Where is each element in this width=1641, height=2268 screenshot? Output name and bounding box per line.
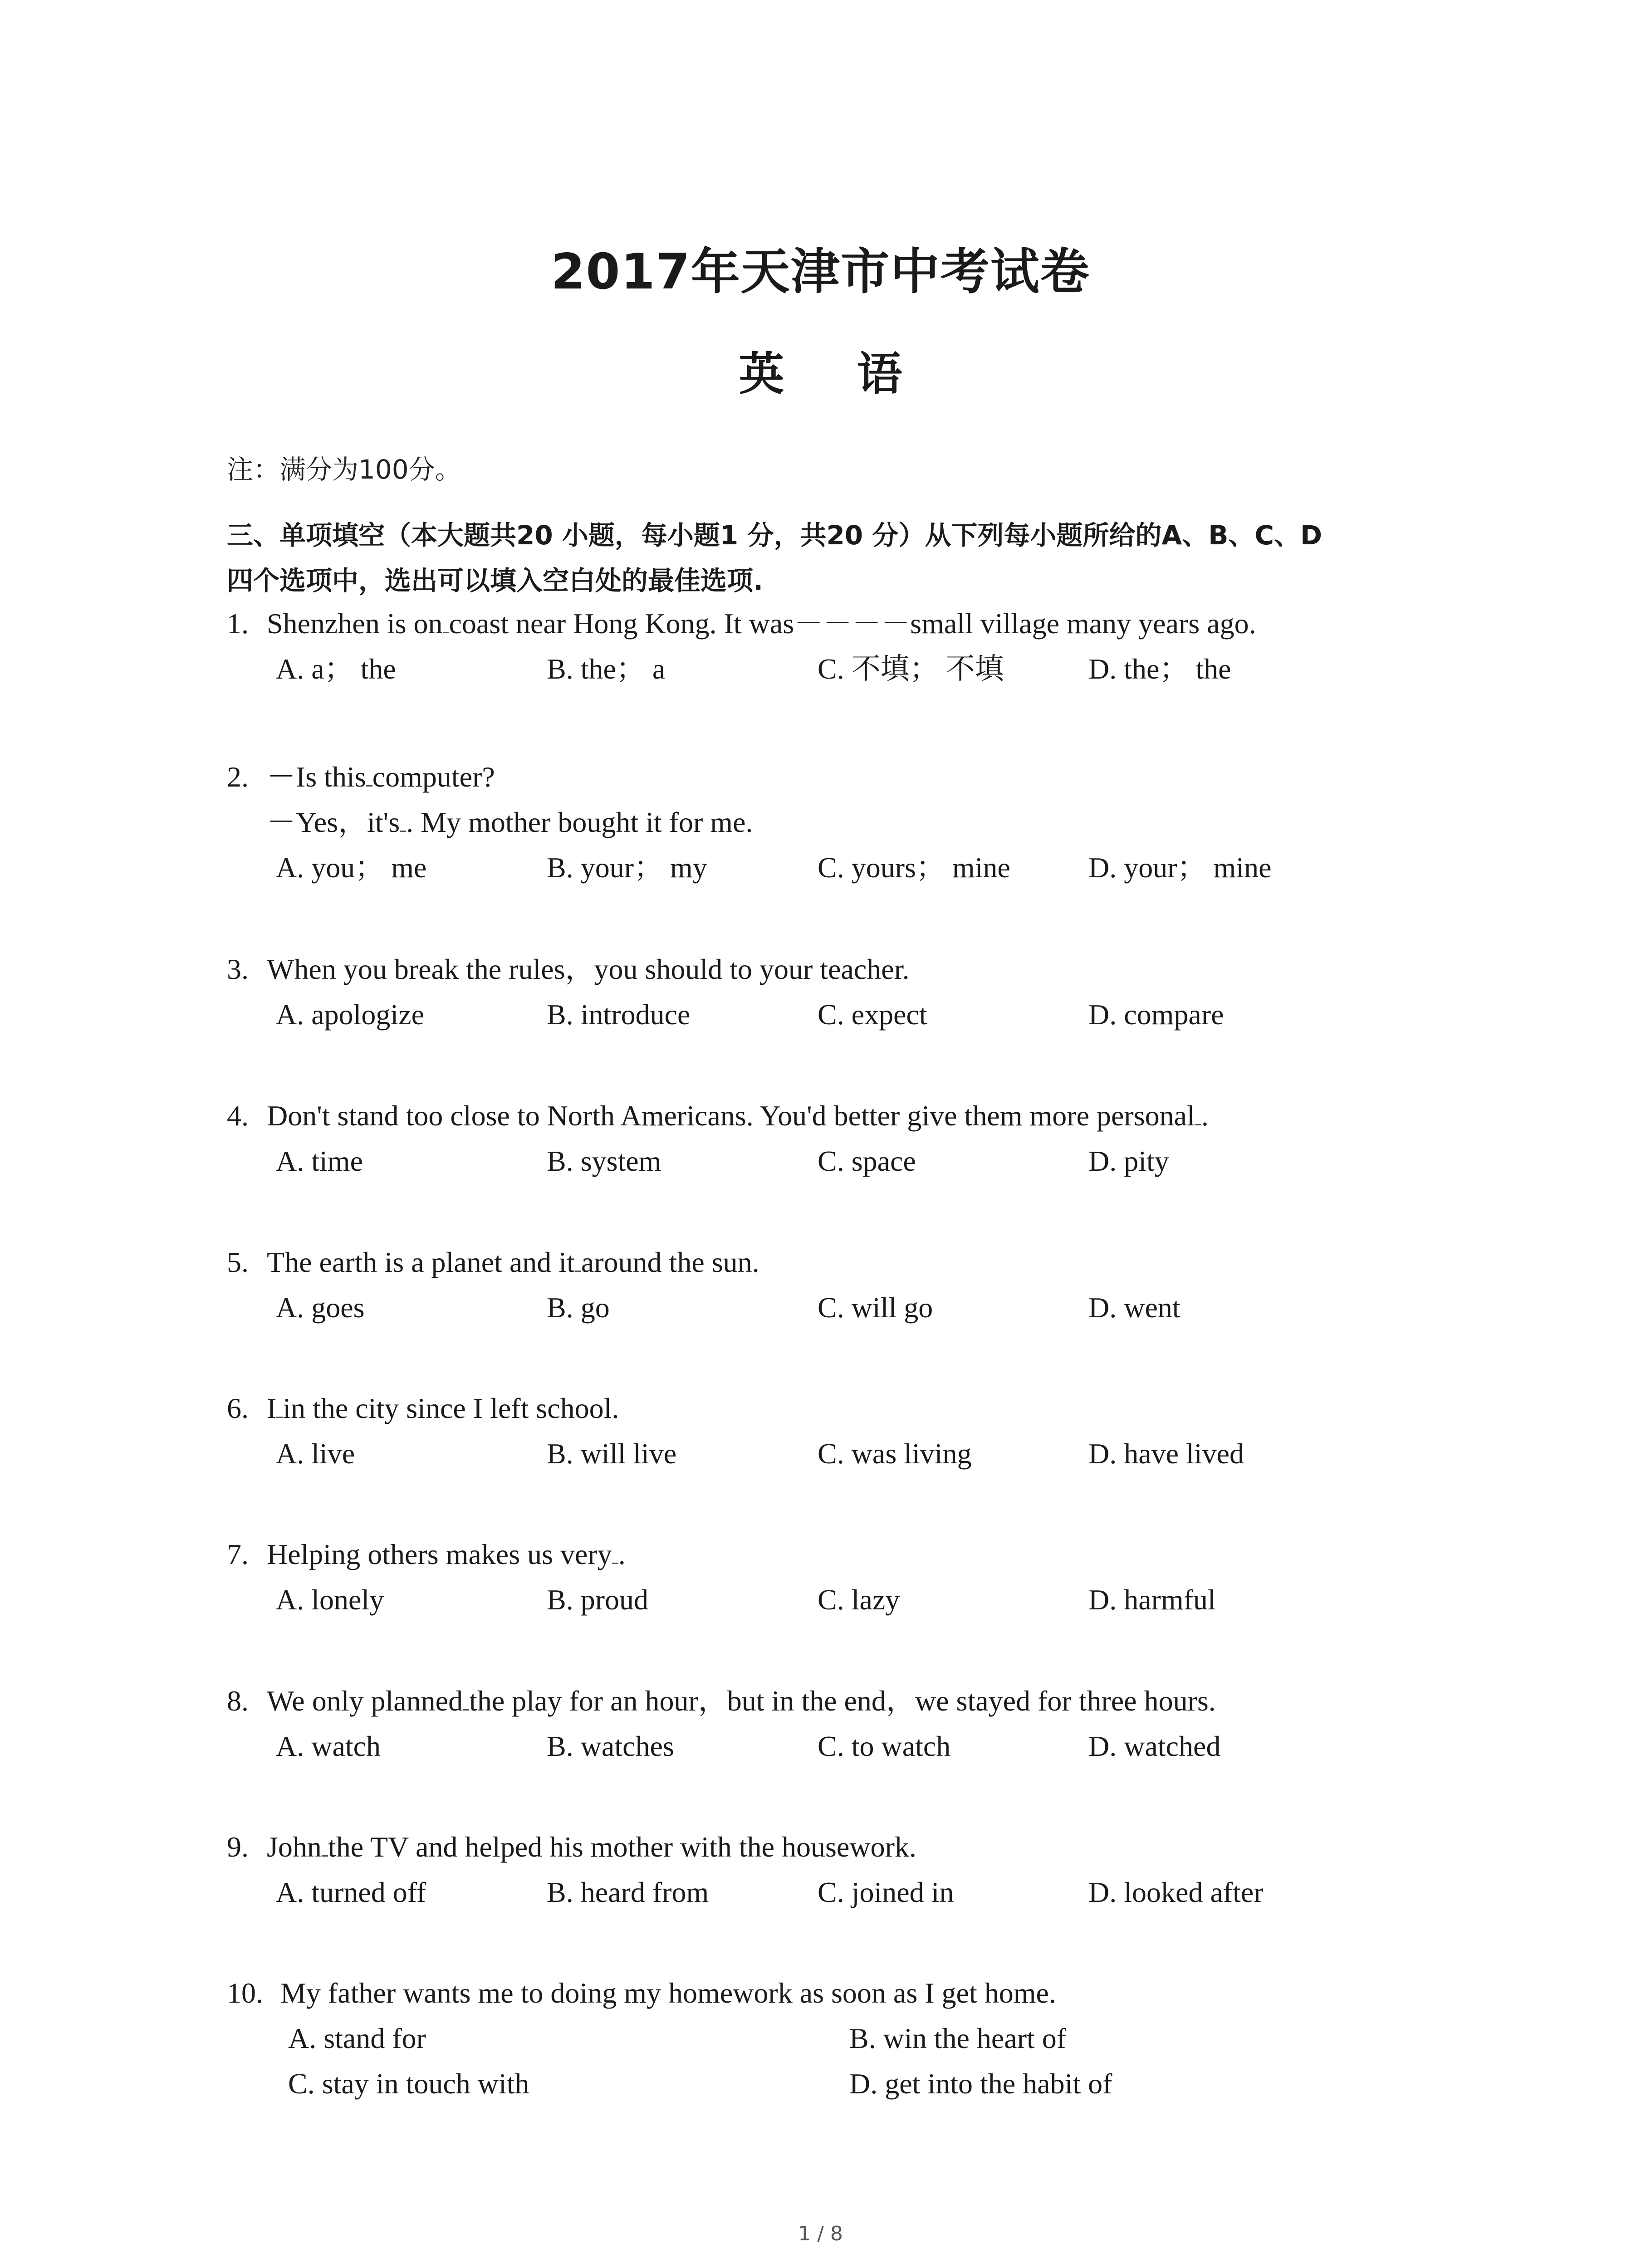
option-a[interactable]: A. you； me — [276, 851, 427, 884]
answer-blank[interactable] — [322, 1829, 328, 1857]
stem-text: I — [267, 1392, 277, 1424]
question-3 — [227, 947, 1452, 1037]
question-5 — [227, 1240, 1452, 1330]
option-c[interactable]: C. to watch — [818, 1730, 951, 1762]
question-stem — [227, 601, 1452, 646]
question-7 — [227, 1532, 1452, 1623]
stem-text: . — [618, 1538, 626, 1570]
option-b[interactable]: B. system — [547, 1145, 661, 1177]
subject-title-char: 英 — [739, 347, 784, 401]
stem-text: . — [1201, 1100, 1209, 1132]
option-c[interactable]: C. will go — [818, 1291, 933, 1324]
option-b[interactable]: B. go — [547, 1291, 610, 1324]
score-note: 注：满分为100分。 — [227, 454, 461, 485]
stem-text: . My mother bought it for me. — [406, 806, 753, 838]
question-number: 2. — [227, 761, 249, 793]
question-number: 4. — [227, 1100, 249, 1132]
option-c[interactable]: C. stay in touch with — [288, 2068, 529, 2100]
options-row — [227, 1431, 1452, 1476]
option-d[interactable]: D. looked after — [1088, 1876, 1264, 1908]
question-number: 7. — [227, 1538, 249, 1570]
answer-blank[interactable] — [366, 759, 372, 787]
question-number: 1. — [227, 607, 249, 640]
options-row — [227, 2016, 1452, 2061]
option-c[interactable]: C. 不填； 不填 — [818, 653, 1004, 685]
option-c[interactable]: C. lazy — [818, 1584, 900, 1616]
option-d[interactable]: D. went — [1088, 1291, 1181, 1324]
stem-text: My father wants me to doing my homework as soon as I get home. — [280, 1977, 1056, 2009]
option-b[interactable]: B. introduce — [547, 998, 691, 1031]
option-c[interactable]: C. expect — [818, 998, 927, 1031]
stem-text: around the sun. — [581, 1246, 759, 1278]
option-d[interactable]: D. your； mine — [1088, 851, 1272, 884]
option-d[interactable]: D. have lived — [1088, 1437, 1244, 1470]
answer-blank[interactable] — [612, 1536, 618, 1564]
options-row — [227, 992, 1452, 1037]
question-number: 10. — [227, 1977, 263, 2009]
stem-text: We only planned — [267, 1685, 463, 1717]
option-b[interactable]: B. watches — [547, 1730, 674, 1762]
option-c[interactable]: C. space — [818, 1145, 916, 1177]
answer-blank[interactable] — [1195, 1098, 1201, 1125]
option-a[interactable]: A. a； the — [276, 653, 396, 685]
stem-text: the TV and helped his mother with the housework. — [328, 1831, 916, 1863]
answer-blank[interactable] — [276, 1390, 283, 1418]
answer-blank[interactable] — [400, 804, 406, 832]
question-number: 6. — [227, 1392, 249, 1424]
options-row — [227, 1139, 1452, 1184]
question-number: 3. — [227, 953, 249, 985]
question-2 — [227, 754, 1452, 890]
option-a[interactable]: A. goes — [276, 1291, 365, 1324]
question-stem — [227, 1678, 1452, 1724]
question-number: 9. — [227, 1831, 249, 1863]
option-d[interactable]: D. compare — [1088, 998, 1224, 1031]
option-a[interactable]: A. turned off — [276, 1876, 426, 1908]
option-b[interactable]: B. win the heart of — [849, 2022, 1067, 2054]
question-10 — [227, 1970, 1452, 2107]
question-stem — [227, 1386, 1452, 1431]
option-b[interactable]: B. will live — [547, 1437, 677, 1470]
section-instructions-line: 四个选项中，选出可以填入空白处的最佳选项. — [227, 565, 764, 596]
question-number: 8. — [227, 1685, 249, 1717]
stem-text: coast near Hong Kong. It was－－－－small village many years ago. — [449, 607, 1256, 640]
options-row — [227, 1870, 1452, 1915]
option-b[interactable]: B. your； my — [547, 851, 707, 884]
option-c[interactable]: C. joined in — [818, 1876, 954, 1908]
stem-text: John — [267, 1831, 322, 1863]
options-row — [227, 845, 1452, 890]
options-row — [227, 1285, 1452, 1330]
subject-title-char: 语 — [857, 347, 902, 401]
question-stem — [227, 1240, 1452, 1285]
question-stem — [227, 1093, 1452, 1139]
subject-title — [0, 345, 1641, 404]
answer-blank[interactable] — [575, 1244, 581, 1272]
question-stem — [227, 1824, 1452, 1870]
stem-text: Shenzhen is on — [267, 607, 443, 640]
question-9 — [227, 1824, 1452, 1915]
question-stem — [227, 754, 1452, 800]
answer-blank[interactable] — [463, 1683, 469, 1711]
question-stem — [227, 1532, 1452, 1577]
question-8 — [227, 1678, 1452, 1769]
option-d[interactable]: D. pity — [1088, 1145, 1169, 1177]
options-row — [227, 2061, 1452, 2107]
option-a[interactable]: A. watch — [276, 1730, 381, 1762]
option-b[interactable]: B. proud — [547, 1584, 648, 1616]
page-number: 1 / 8 — [798, 2222, 843, 2245]
stem-text: －Yes，it's — [267, 806, 400, 838]
stem-text: the play for an hour，but in the end，we stayed for three hours. — [469, 1685, 1216, 1717]
stem-text: Don't stand too close to North Americans. You'd better give them more personal — [267, 1100, 1195, 1132]
option-a[interactable]: A. stand for — [288, 2022, 426, 2054]
option-c[interactable]: C. yours； mine — [818, 851, 1010, 884]
option-a[interactable]: A. apologize — [276, 998, 424, 1031]
question-1 — [227, 601, 1452, 692]
section-instructions — [227, 513, 1461, 603]
option-d[interactable]: D. the； the — [1088, 653, 1231, 685]
option-b[interactable]: B. the； a — [547, 653, 666, 685]
stem-text: computer? — [372, 761, 495, 793]
option-d[interactable]: D. harmful — [1088, 1584, 1216, 1616]
option-a[interactable]: A. live — [276, 1437, 355, 1470]
option-a[interactable]: A. time — [276, 1145, 363, 1177]
question-4 — [227, 1093, 1452, 1184]
question-stem — [227, 947, 1452, 992]
stem-text: in the city since I left school. — [283, 1392, 619, 1424]
page-title: 2017年天津市中考试卷 — [551, 244, 1090, 300]
option-d[interactable]: D. get into the habit of — [849, 2068, 1112, 2100]
stem-text: The earth is a planet and it — [267, 1246, 575, 1278]
stem-text: －Is this — [267, 761, 366, 793]
question-stem-line — [227, 800, 1452, 845]
options-row — [227, 1724, 1452, 1769]
section-instructions-line: 三、单项填空（本大题共20 小题，每小题1 分，共20 分）从下列每小题所给的A、B、C、D — [227, 520, 1323, 551]
stem-text: When you break the rules，you should to your teacher. — [267, 953, 910, 985]
question-6 — [227, 1386, 1452, 1476]
question-stem — [227, 1970, 1452, 2016]
stem-text: Helping others makes us very — [267, 1538, 612, 1570]
option-c[interactable]: C. was living — [818, 1437, 972, 1470]
answer-blank[interactable] — [443, 606, 449, 633]
option-d[interactable]: D. watched — [1088, 1730, 1221, 1762]
options-row — [227, 646, 1452, 692]
options-row — [227, 1577, 1452, 1623]
option-a[interactable]: A. lonely — [276, 1584, 384, 1616]
question-number: 5. — [227, 1246, 249, 1278]
option-b[interactable]: B. heard from — [547, 1876, 709, 1908]
